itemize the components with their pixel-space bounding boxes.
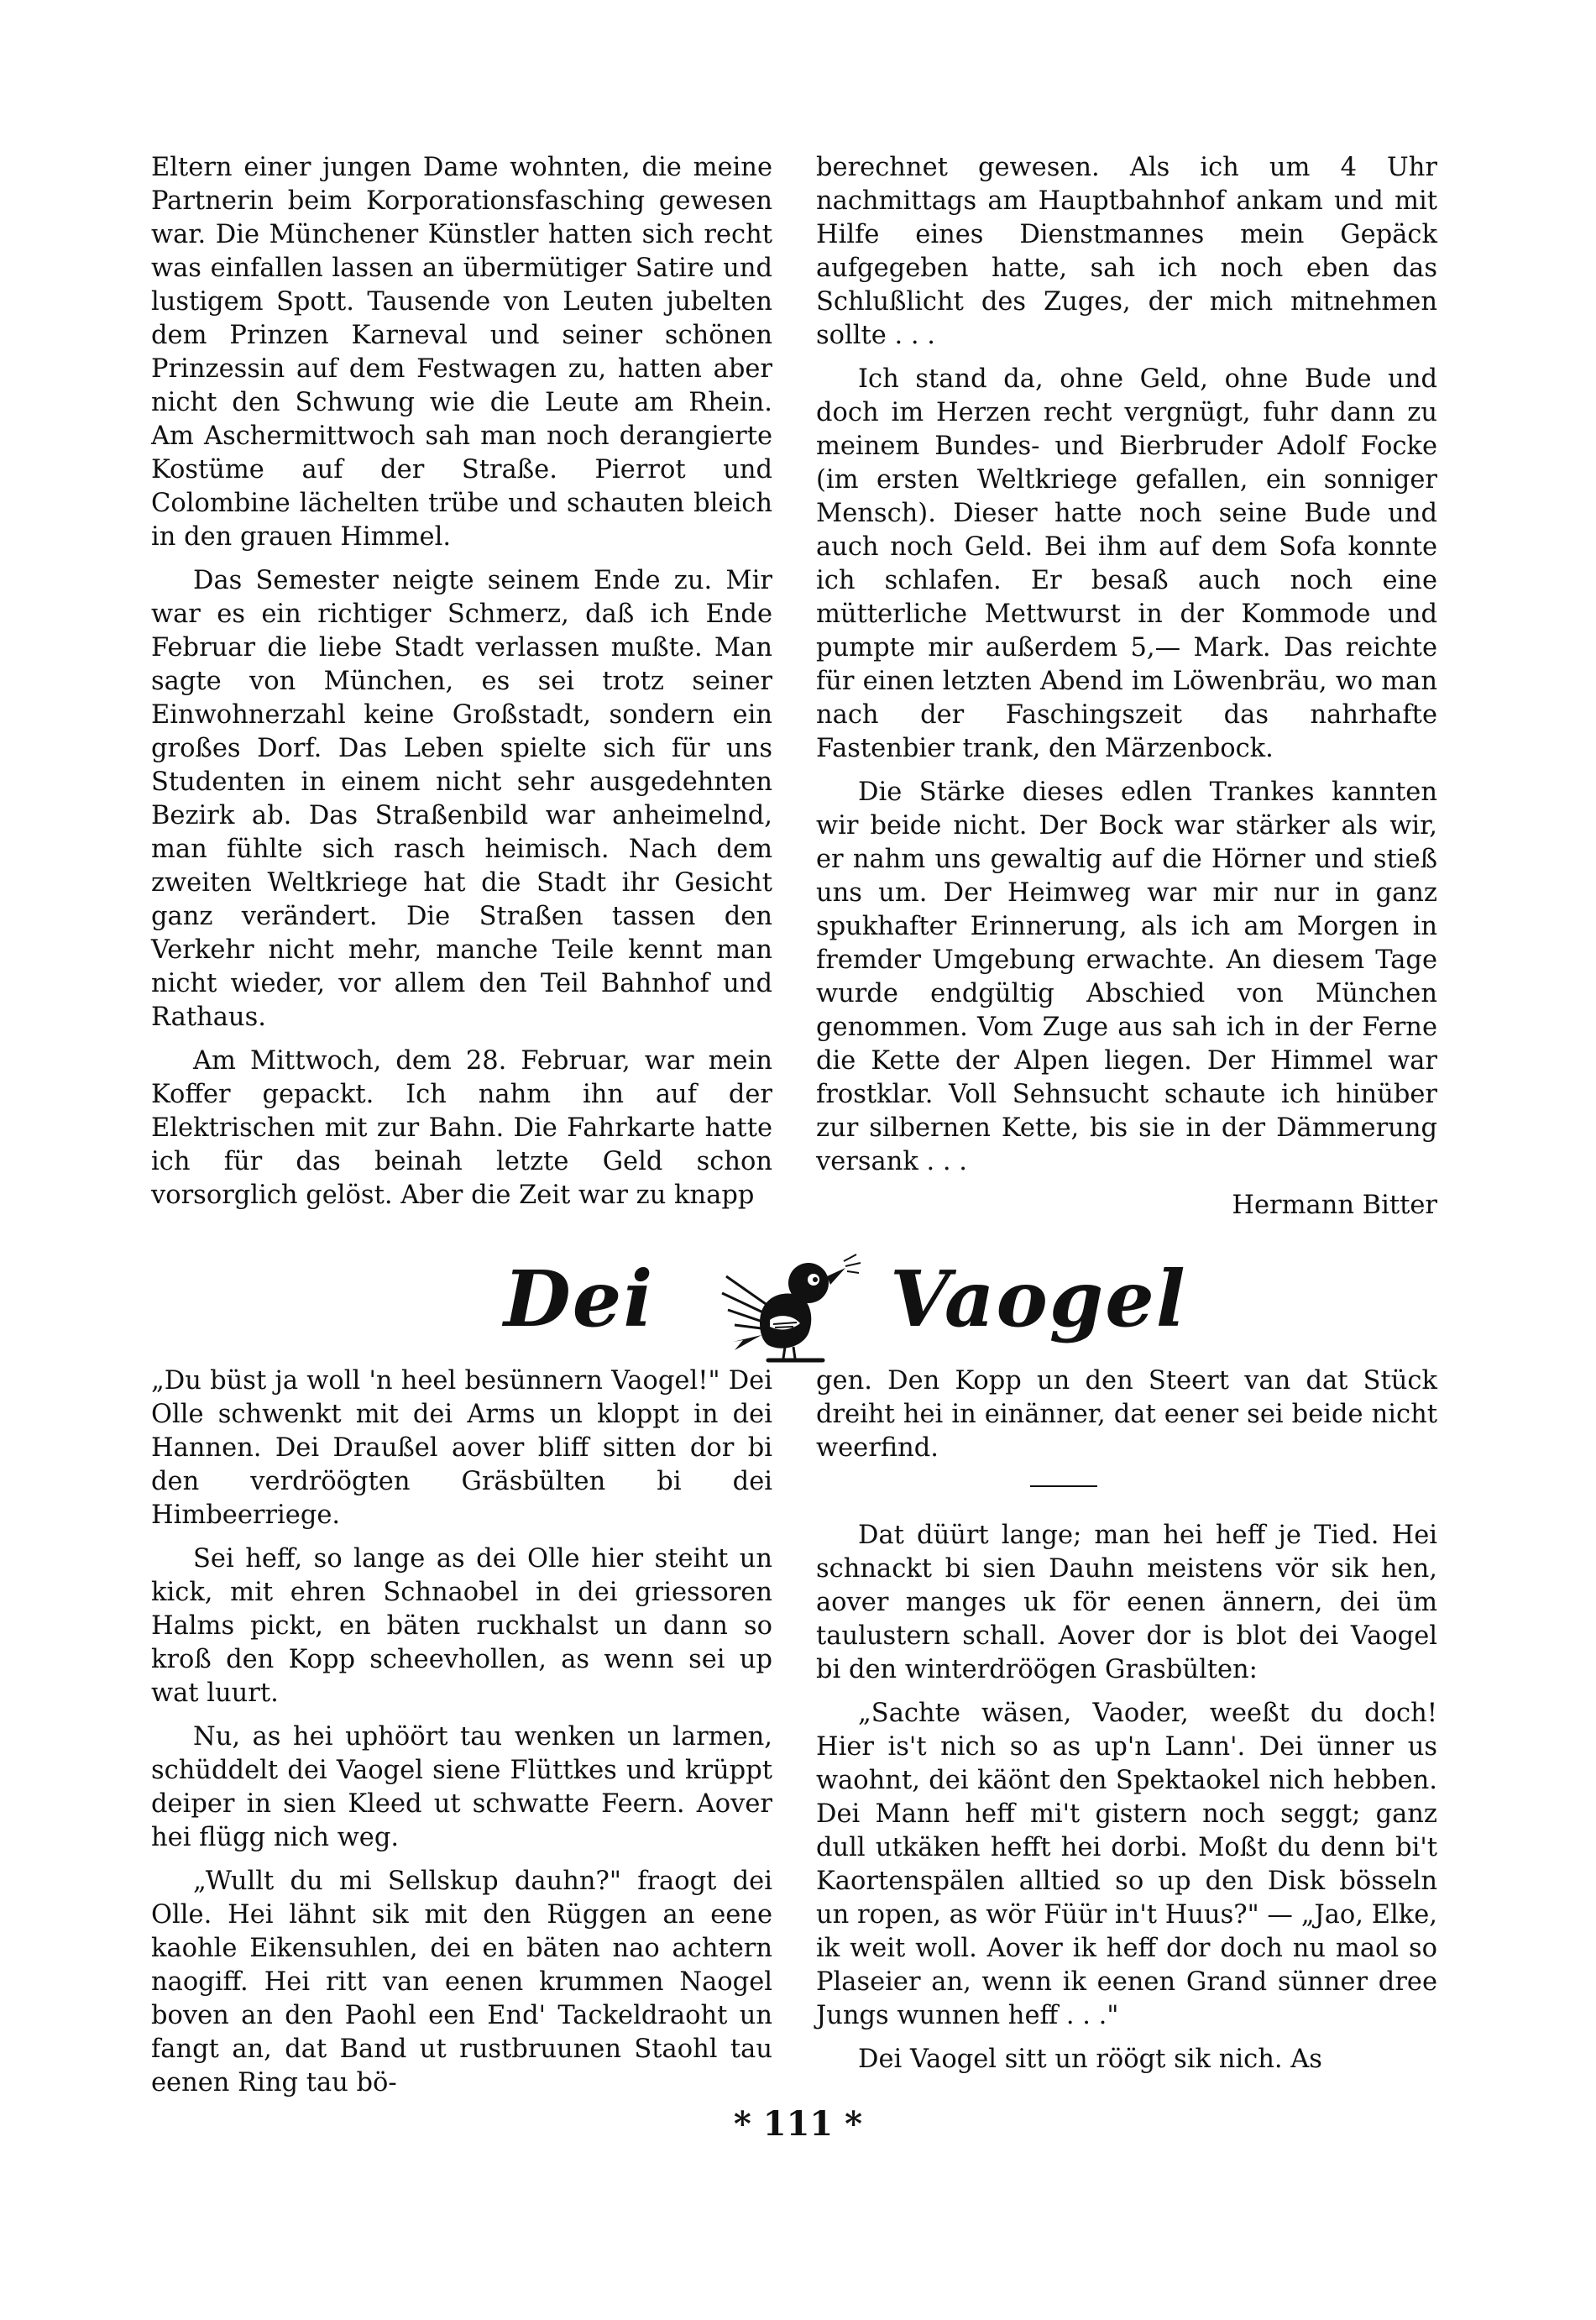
top-left-column xyxy=(151,151,772,1223)
author-signature: Hermann Bitter xyxy=(1232,1191,1437,1220)
paragraph: Dat düürt lange; man hei heff je Tied. Hei schnackt bi sien Dauhn meistens vör sik hen, aover manges uk för eenen ännern, dei üm taulustern schall. Aover dor is blot dei Vaogel bi den winterdröögen Grasbülten: xyxy=(816,1521,1437,1684)
paragraph: Sei heff, so lange as dei Olle hier steiht un kick, mit ehren Schnaobel in dei griessoren Halms pickt, en bäten ruckhalst un dann so kroß den Kopp scheevhollen, as wenn sei up wat luurt. xyxy=(151,1544,772,1708)
paragraph: Nu, as hei uphöört tau wenken un larmen, schüddelt dei Vaogel siene Flüttkes und krüppt deiper in sien Kleed ut schwatte Feern. Aover hei flügg nich weg. xyxy=(151,1722,772,1852)
bird-icon xyxy=(709,1243,869,1369)
bottom-left-column xyxy=(151,1364,772,2110)
paragraph: Ich stand da, ohne Geld, ohne Bude und doch im Herzen recht vergnügt, fuhr dann zu meinem Bundes- und Bierbruder Adolf Focke (im ersten Weltkriege gefallen, ein sonniger Mensch). Dieser hatte noch seine Bude und auch noch Geld. Bei ihm auf dem Sofa konnte ich schlafen. Er besaß auch noch eine mütterliche Mettwurst in der Kommode und pumpte mir außerdem 5,— Mark. Das reichte für einen letzten Abend im Löwenbräu, wo man nach der Faschingszeit das nahrhafte Fastenbier trank, den Märzenbock. xyxy=(816,364,1437,763)
paragraph: Eltern einer jungen Dame wohnten, die meine Partnerin beim Korporationsfasching gewesen war. Die Münchener Künstler hatten sich recht was einfallen lassen an übermütiger Satire und lustigem Spott. Tausende von Leuten jubelten dem Prinzen Karneval und seiner schönen Prinzessin auf dem Festwagen zu, hatten aber nicht den Schwung wie die Leute am Rhein. Am Aschermittwoch sah man noch derangierte Kostüme auf der Straße. Pierrot und Colombine lächelten trübe und schauten bleich in den grauen Himmel. xyxy=(151,153,772,552)
story-headline xyxy=(495,1243,1187,1369)
top-right-column xyxy=(816,151,1437,1223)
headline-word-1: Dei xyxy=(504,1254,655,1344)
paragraph: „Sachte wäsen, Vaoder, weeßt du doch! Hier is't nich so as up'n Lann'. Dei ünner us waohnt, dei käönt den Spektaokel nich hebben. Dei Mann heff mi't gistern noch seggt; ganz dull utkäken hefft hei dorbi. Moßt du denn bi't Kaortenspälen alltied so up den Disk bösseln un ropen, as wör Füür in't Huus?" — „Jao, Elke, ik weit woll. Aover ik heff dor doch nu maol so Plaseier an, wenn ik eenen Grand sünner dree Jungs wunnen heff . . ." xyxy=(816,1699,1437,2030)
paragraph: Die Stärke dieses edlen Trankes kannten wir beide nicht. Der Bock war stärker als wir, er nahm uns gewaltig auf die Hörner und stieß uns um. Der Heimweg war mir nur in ganz spukhafter Erinnerung, als ich am Morgen in fremder Umgebung erwachte. An diesem Tage wurde endgültig Abschied von München genommen. Vom Zuge aus sah ich in der Ferne die Kette der Alpen liegen. Der Himmel war frostklar. Voll Sehnsucht schaute ich hinüber zur silbernen Kette, bis sie in der Dämmerung versank . . . xyxy=(816,778,1437,1176)
paragraph: „Du büst ja woll 'n heel besünnern Vaogel!" Dei Olle schwenkt mit dei Arms un kloppt in dei Hannen. Dei Draußel aover bliff sitten dor bi den verdröögten Gräsbülten bi dei Himbeerriege. xyxy=(151,1366,772,1530)
paragraph: Am Mittwoch, dem 28. Februar, war mein Koffer gepackt. Ich nahm ihn auf der Elektrischen mit zur Bahn. Die Fahrkarte hatte ich für das beinah letzte Geld schon vorsorglich gelöst. Aber die Zeit war zu knapp xyxy=(151,1046,772,1210)
page-number: * 111 * xyxy=(733,2104,863,2144)
paragraph: gen. Den Kopp un den Steert van dat Stück dreiht hei in einänner, dat eener sei beide nicht weerfind. xyxy=(816,1366,1437,1463)
headline-word-2: Vaogel xyxy=(890,1254,1187,1344)
paragraph: Das Semester neigte seinem Ende zu. Mir war es ein richtiger Schmerz, daß ich Ende Februar die liebe Stadt verlassen mußte. Man sagte von München, es sei trotz seiner Einwohnerzahl keine Großstadt, sondern ein großes Dorf. Das Leben spielte sich für uns Studenten in einem nicht sehr ausgedehnten Bezirk ab. Das Straßenbild war anheimelnd, man fühlte sich rasch heimisch. Nach dem zweiten Weltkriege hat die Stadt ihr Gesicht ganz verändert. Die Straßen tassen den Verkehr nicht mehr, manche Teile kennt man nicht wieder, vor allem den Teil Bahnhof und Rathaus. xyxy=(151,566,772,1032)
section-divider xyxy=(1030,1485,1097,1487)
paragraph: Dei Vaogel sitt un röögt sik nich. As xyxy=(858,2045,1322,2074)
paragraph: „Wullt du mi Sellskup dauhn?" fraogt dei Olle. Hei lähnt sik mit den Rüggen an eene kaohle Eikensuhlen, dei en bäten nao achtern naogiff. Hei ritt van eenen krummen Naogel boven an den Paohl een End' Tackeldraoht un fangt an, dat Band ut rustbruunen Staohl tau eenen Ring tau bö- xyxy=(151,1867,772,2097)
bottom-right-column xyxy=(816,1364,1437,2087)
paragraph: berechnet gewesen. Als ich um 4 Uhr nachmittags am Hauptbahnhof ankam und mit Hilfe eines Dienstmannes mein Gepäck aufgegeben hatte, sah ich noch eben das Schlußlicht des Zuges, der mich mitnehmen sollte . . . xyxy=(816,153,1437,350)
